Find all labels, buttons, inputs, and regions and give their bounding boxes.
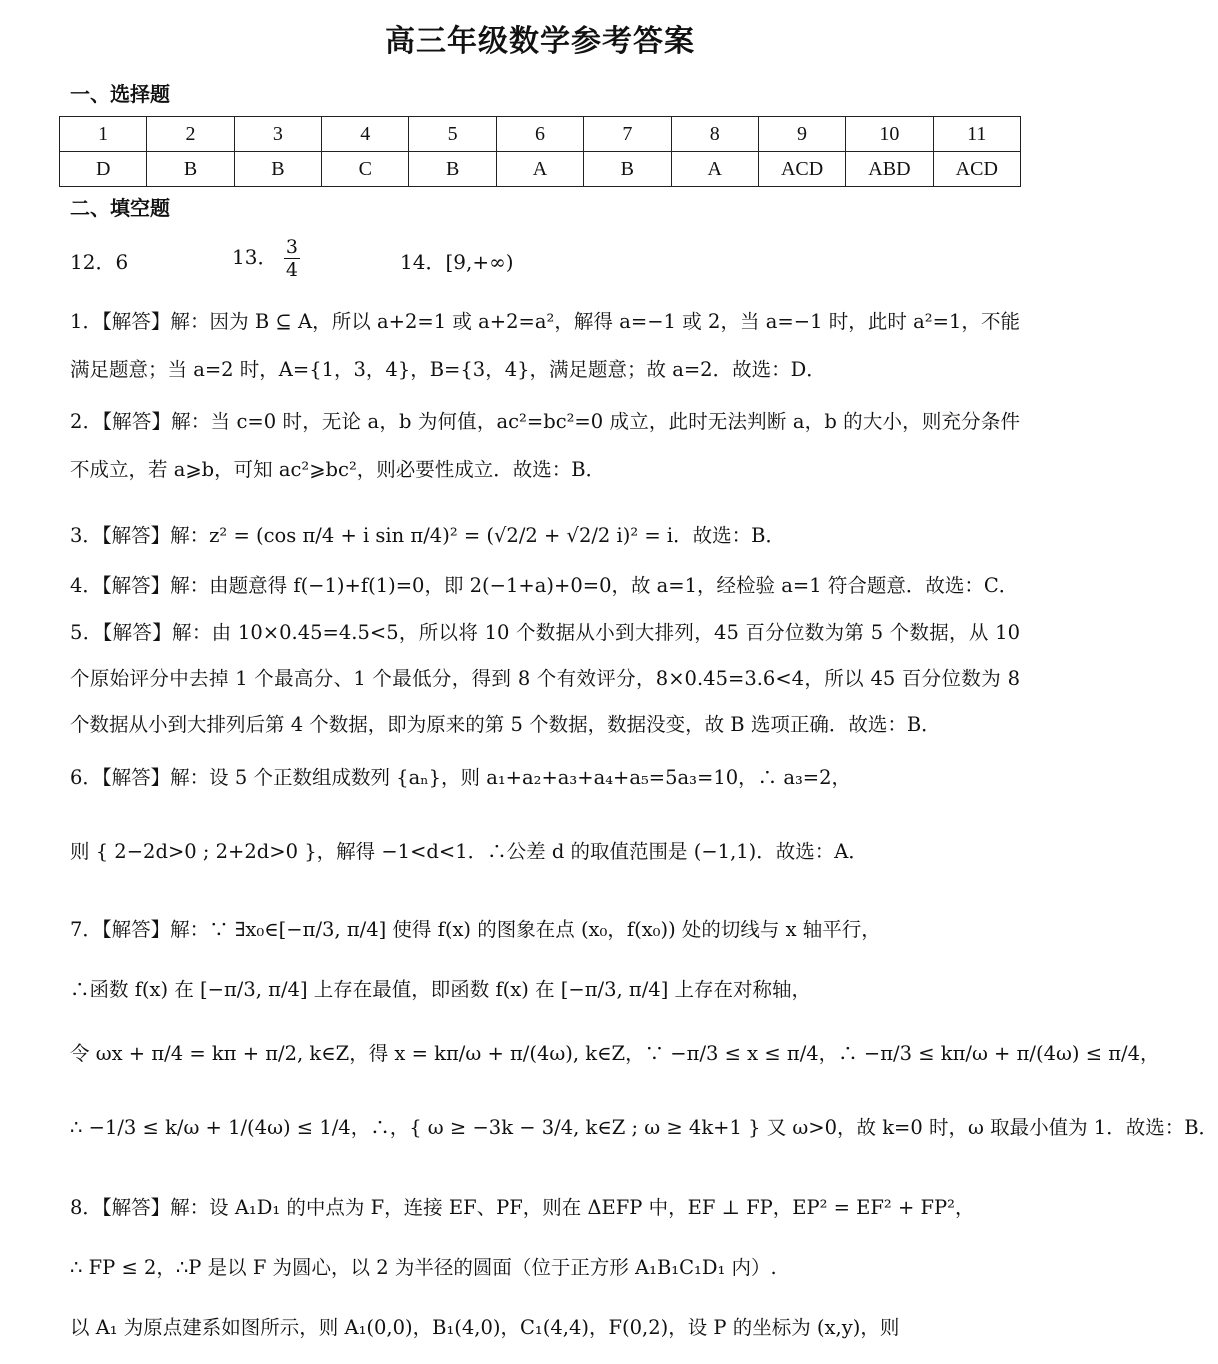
answer-cell: ACD: [933, 152, 1020, 187]
solution-7-line-1: 7．【解答】解：∵ ∃x₀∈[−π/3, π/4] 使得 f(x) 的图象在点 (x₀，f(x₀)) 处的切线与 x 轴平行，: [70, 918, 881, 941]
fraction-numerator: 3: [285, 236, 298, 258]
question-number-cell: 9: [758, 117, 845, 152]
question-number-cell: 4: [322, 117, 409, 152]
question-number-cell: 1: [60, 117, 147, 152]
answer-cell: B: [234, 152, 321, 187]
answer-cell: B: [409, 152, 496, 187]
solution-7-line-4: ∴ −1/3 ≤ k/ω + 1/(4ω) ≤ 1/4，∴，{ ω ≥ −3k − 3/4, k∈Z ; ω ≥ 4k+1 } 又 ω>0，故 k=0 时，ω 取最小值为 1．故选：B．: [70, 1116, 1218, 1139]
fill-answer-13: [232, 236, 300, 281]
fraction: [284, 236, 300, 281]
fill-answer-12: 12．6: [70, 250, 129, 274]
question-number-cell: 6: [496, 117, 583, 152]
answer-cell: B: [147, 152, 234, 187]
answer-cell: C: [322, 152, 409, 187]
solution-4: 4．【解答】解：由题意得 f(−1)+f(1)=0，即 2(−1+a)+0=0，故 a=1，经检验 a=1 符合题意．故选：C．: [70, 574, 1019, 597]
fill-answer-14: 14．[9,+∞): [400, 250, 514, 274]
question-number-cell: 3: [234, 117, 321, 152]
answer-cell: ACD: [758, 152, 845, 187]
solution-3: 3．【解答】解：z² = (cos π/4 + i sin π/4)² = (√2/2 + √2/2 i)² = i．故选：B．: [70, 524, 785, 547]
question-number-cell: 11: [933, 117, 1020, 152]
solution-8-line-2: ∴ FP ≤ 2，∴P 是以 F 为圆心，以 2 为半径的圆面（位于正方形 A₁B₁C₁D₁ 内）.: [70, 1256, 777, 1279]
solution-7-line-3: 令 ωx + π/4 = kπ + π/2, k∈Z，得 x = kπ/ω + π/(4ω), k∈Z，∵ −π/3 ≤ x ≤ π/4，∴ −π/3 ≤ kπ/ω + π/(4ω) ≤ π/4，: [70, 1042, 1160, 1065]
answer-cell: A: [496, 152, 583, 187]
solution-6-line-1: 6．【解答】解：设 5 个正数组成数列 {aₙ}，则 a₁+a₂+a₃+a₄+a₅=5a₃=10，∴ a₃=2，: [70, 766, 852, 789]
question-number-row: [60, 117, 1021, 152]
question-number-cell: 8: [671, 117, 758, 152]
solution-2: 2．【解答】解：当 c=0 时，无论 a，b 为何值，ac²=bc²=0 成立，此时无法判断 a，b 的大小，则充分条件不成立，若 a⩾b，可知 ac²⩾bc²，则必要性成立．故选：B．: [70, 410, 1020, 481]
answer-cell: A: [671, 152, 758, 187]
solution-8-line-1: 8．【解答】解：设 A₁D₁ 的中点为 F，连接 EF、PF，则在 ΔEFP 中，EF ⊥ FP，EP² = EF² + FP²，: [70, 1196, 975, 1219]
answer-row: [60, 152, 1021, 187]
solution-5: 5．【解答】解：由 10×0.45=4.5<5，所以将 10 个数据从小到大排列，45 百分位数为第 5 个数据，从 10 个原始评分中去掉 1 个最高分、1 个最低分，得到 8 个有效评分，8×0.45=3.6<4，所以 45 百分位数为 8 个数据从小到大排列后第 4 个数据，即为原来的第 5 个数据，数据没变，故 B 选项正确．故选：B．: [70, 621, 1020, 736]
solution-8-line-3: 以 A₁ 为原点建系如图所示，则 A₁(0,0)，B₁(4,0)，C₁(4,4)，F(0,2)，设 P 的坐标为 (x,y)，则: [70, 1316, 900, 1339]
question-number-cell: 2: [147, 117, 234, 152]
answer-cell: B: [584, 152, 671, 187]
question-number-cell: 7: [584, 117, 671, 152]
question-number-cell: 10: [846, 117, 933, 152]
solution-7-line-2: ∴函数 f(x) 在 [−π/3, π/4] 上存在最值，即函数 f(x) 在 [−π/3, π/4] 上存在对称轴，: [70, 978, 812, 1001]
fraction-denominator: 4: [285, 259, 298, 281]
answer-cell: ABD: [846, 152, 933, 187]
solution-6-line-2: 则 { 2−2d>0 ; 2+2d>0 }，解得 −1<d<1．∴公差 d 的取值范围是 (−1,1)．故选：A．: [70, 840, 868, 863]
solution-1: 1．【解答】解：因为 B ⊆ A，所以 a+2=1 或 a+2=a²，解得 a=−1 或 2，当 a=−1 时，此时 a²=1，不能满足题意；当 a=2 时，A={1，3，4}，B={3，4}，满足题意；故 a=2．故选：D．: [70, 310, 1020, 381]
section-choice-heading: 一、选择题: [70, 82, 170, 106]
question-number-cell: 5: [409, 117, 496, 152]
page-title: 高三年级数学参考答案: [385, 24, 695, 59]
choice-answer-table: [59, 116, 1021, 187]
fill-13-label: 13．: [232, 245, 278, 269]
section-fill-heading: 二、填空题: [70, 196, 170, 220]
answer-cell: D: [60, 152, 147, 187]
